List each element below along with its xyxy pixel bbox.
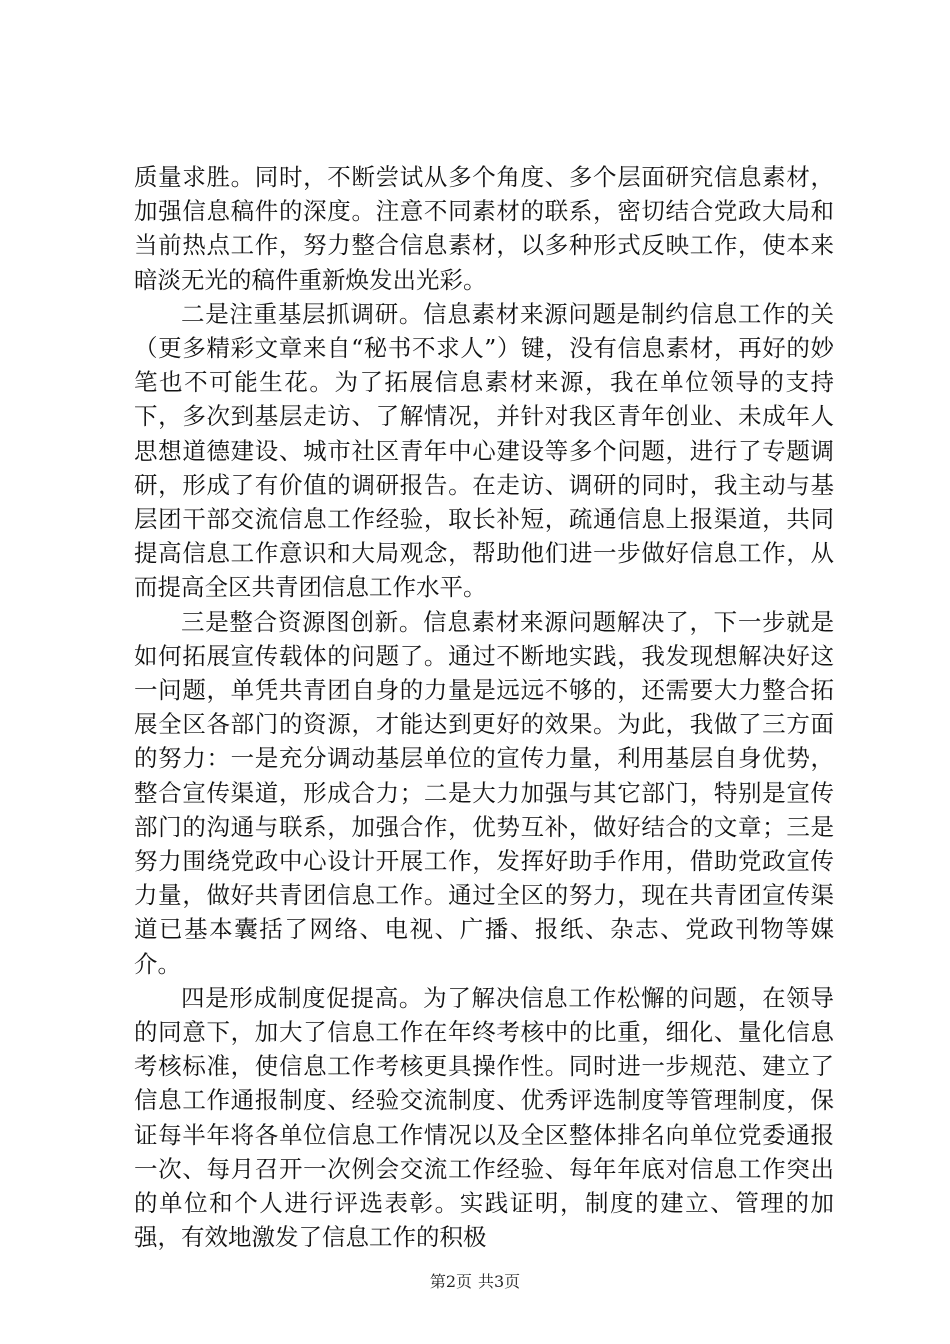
page-footer [0,1272,950,1292]
page-number: 第2页 [429,1272,472,1291]
document-body [134,160,834,1255]
paragraph-1: 质量求胜。同时，不断尝试从多个角度、多个层面研究信息素材，加强信息稿件的深度。注意不同素材的联系，密切结合党政大局和当前热点工作，努力整合信息素材，以多种形式反映工作，使本来暗淡无光的稿件重新焕发出光彩。 [134,163,834,294]
paragraph-4: 四是形成制度促提高。为了解决信息工作松懈的问题，在领导的同意下，加大了信息工作在年终考核中的比重，细化、量化信息考核标准，使信息工作考核更具操作性。同时进一步规范、建立了信息工作通报制度、经验交流制度、优秀评选制度等管理制度，保证每半年将各单位信息工作情况以及全区整体排名向单位党委通报一次、每月召开一次例会交流工作经验、每年年底对信息工作突出的单位和个人进行评选表彰。实践证明，制度的建立、管理的加强，有效地激发了信息工作的积极 [134,983,834,1252]
page-total: 共3页 [478,1272,521,1291]
paragraph-3: 三是整合资源图创新。信息素材来源问题解决了，下一步就是如何拓展宣传载体的问题了。通过不断地实践，我发现想解决好这一问题，单凭共青团自身的力量是远远不够的，还需要大力整合拓展全区各部门的资源，才能达到更好的效果。为此，我做了三方面的努力：一是充分调动基层单位的宣传力量，利用基层自身优势，整合宣传渠道，形成合力；二是大力加强与其它部门，特别是宣传部门的沟通与联系，加强合作，优势互补，做好结合的文章；三是努力围绕党政中心设计开展工作，发挥好助手作用，借助党政宣传力量，做好共青团信息工作。通过全区的努力，现在共青团宣传渠道已基本囊括了网络、电视、广播、报纸、杂志、党政刊物等媒介。 [134,607,834,978]
paragraph-2: 二是注重基层抓调研。信息素材来源问题是制约信息工作的关（更多精彩文章来自“秘书不求人”）键，没有信息素材，再好的妙笔也不可能生花。为了拓展信息素材来源，我在单位领导的支持下，多次到基层走访、了解情况，并针对我区青年创业、未成年人思想道德建设、城市社区青年中心建设等多个问题，进行了专题调研，形成了有价值的调研报告。在走访、调研的同时，我主动与基层团干部交流信息工作经验，取长补短，疏通信息上报渠道，共同提高信息工作意识和大局观念，帮助他们进一步做好信息工作，从而提高全区共青团信息工作水平。 [134,299,834,602]
